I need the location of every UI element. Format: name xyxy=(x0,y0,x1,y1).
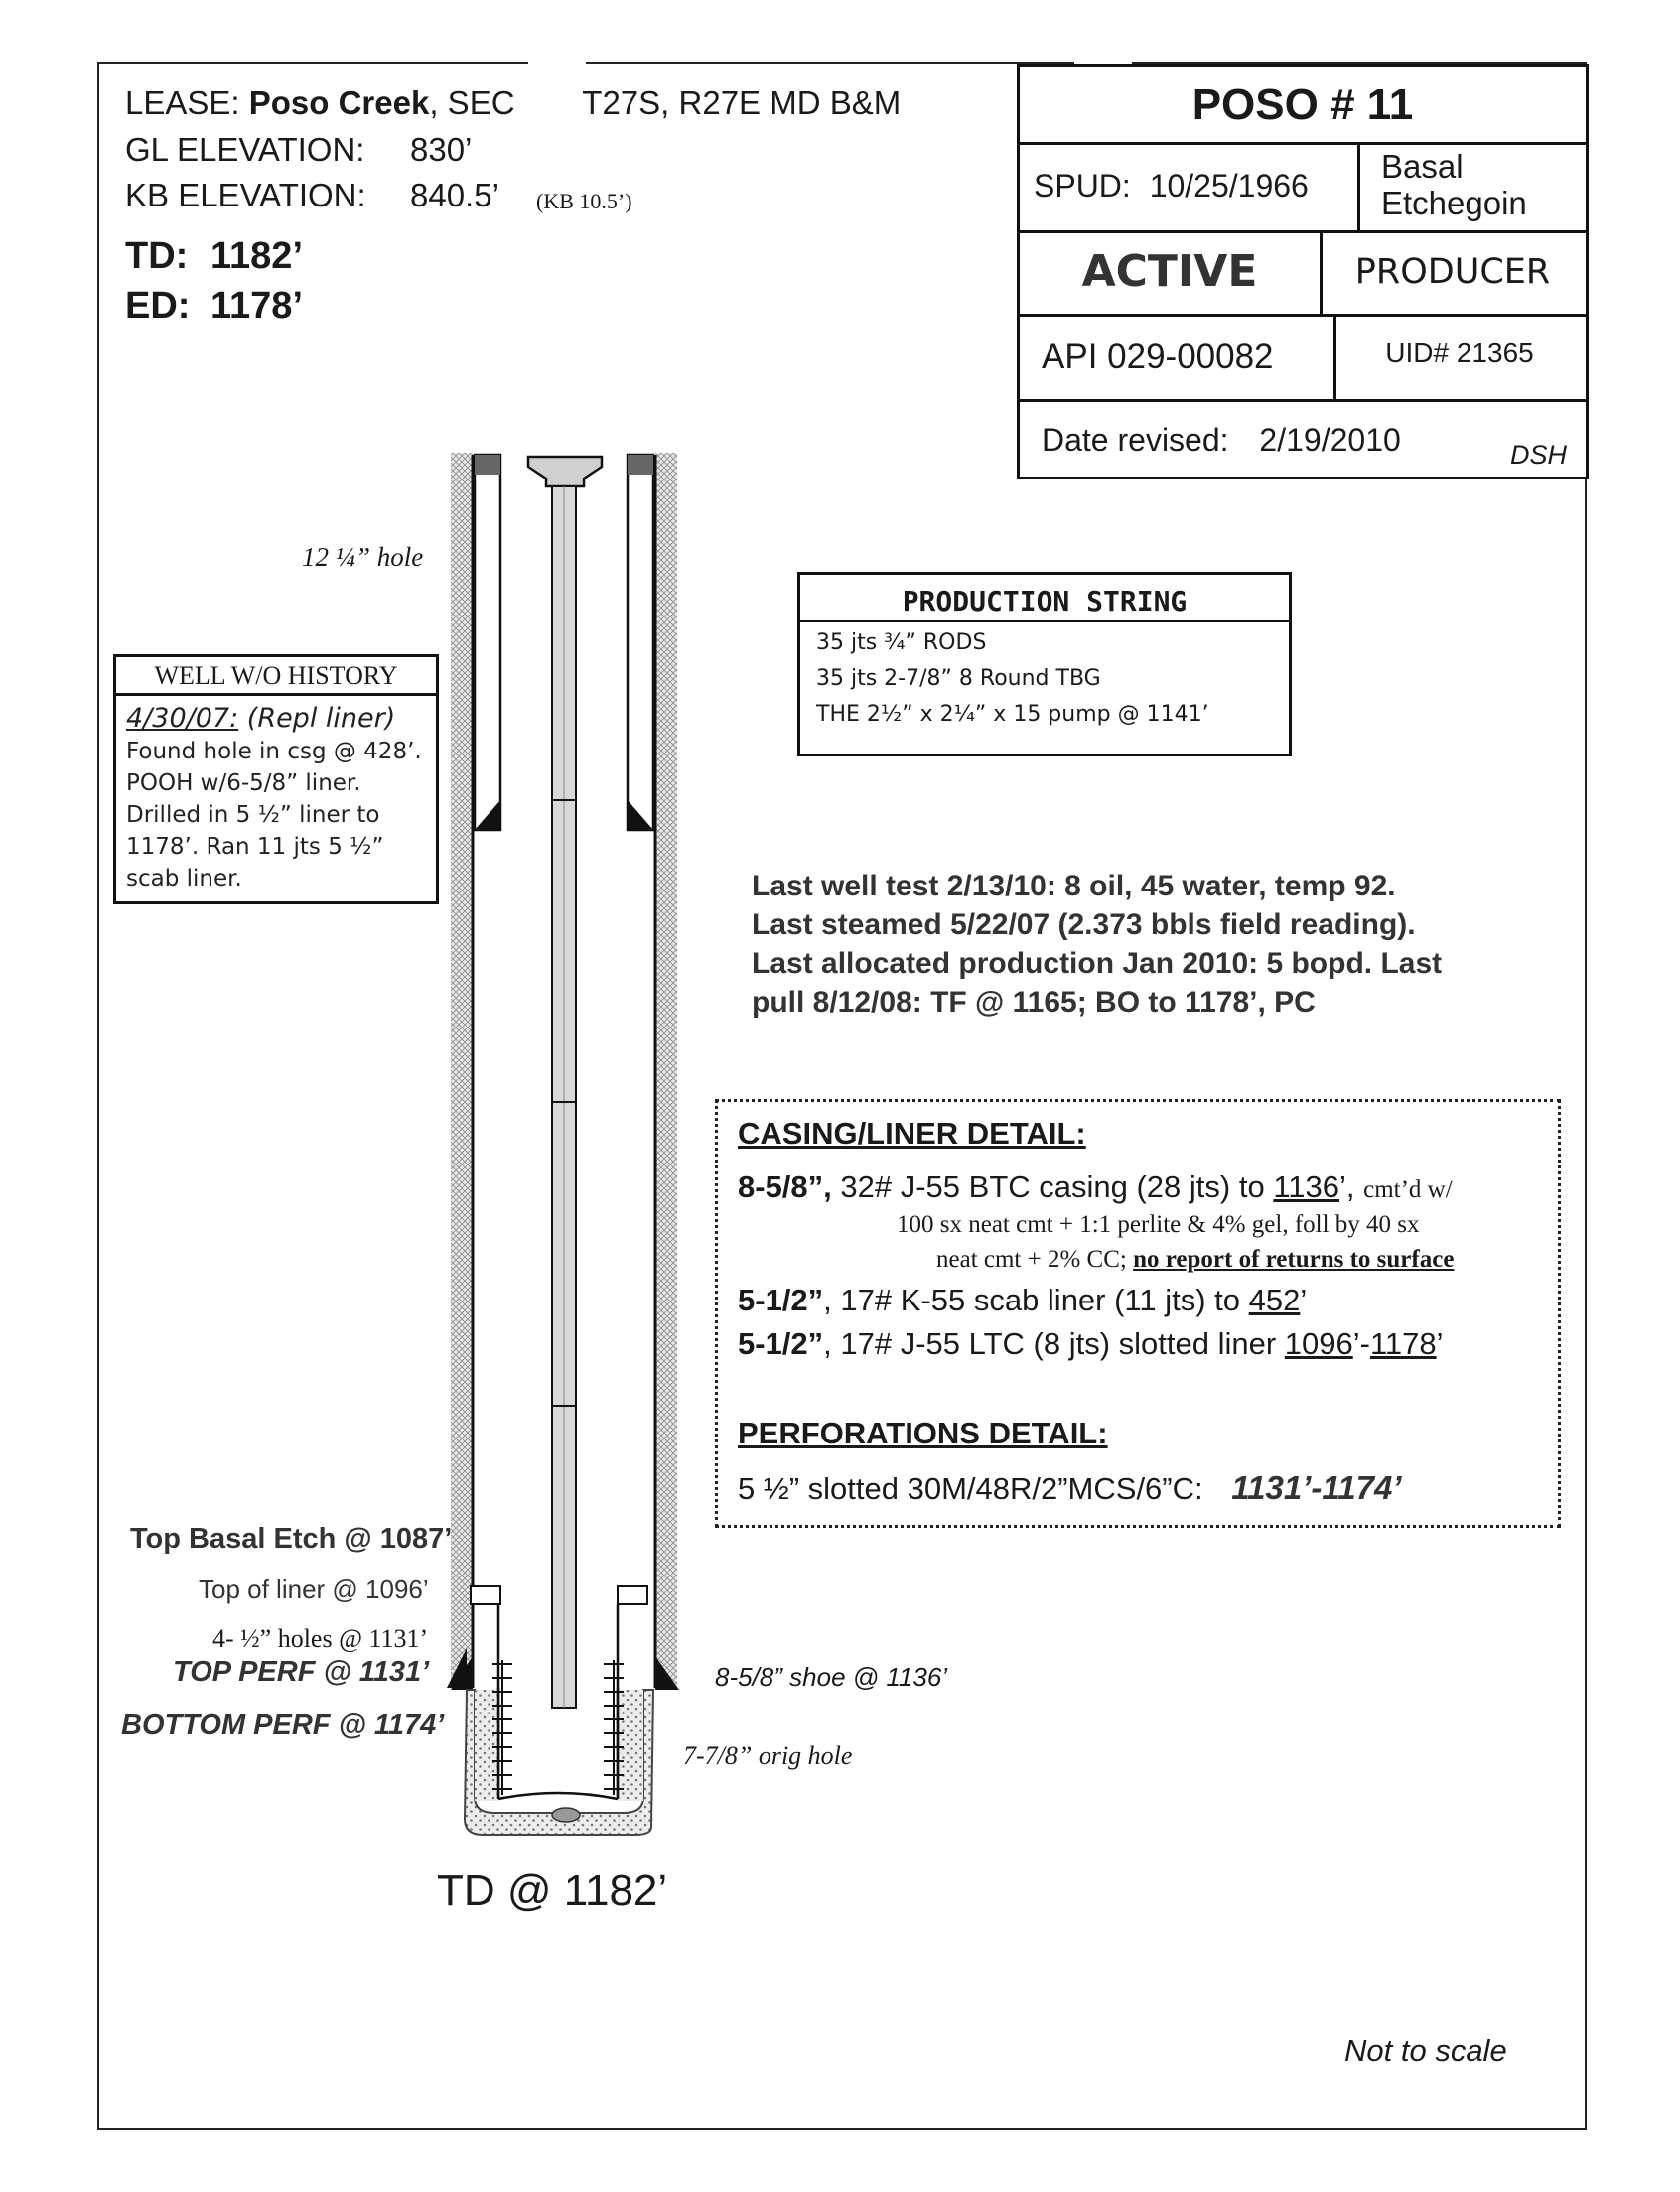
formation-line: Etchegoin xyxy=(1381,185,1527,221)
formation-line: Basal xyxy=(1381,148,1464,185)
td-label: TD @ 1182’ xyxy=(437,1866,668,1915)
ed-label: ED: xyxy=(125,285,191,327)
liner-size: 5-1/2” xyxy=(738,1283,824,1317)
shoe-label: 8-5/8” shoe @ 1136’ xyxy=(715,1662,948,1692)
production-string-title: PRODUCTION STRING xyxy=(800,575,1289,622)
kb-label: KB ELEVATION: xyxy=(125,177,366,213)
history-date: 4/30/07: xyxy=(126,703,239,734)
spud-label: SPUD: xyxy=(1034,168,1131,204)
gl-value: 830’ xyxy=(410,131,473,168)
casing-tail: ’, xyxy=(1338,1169,1364,1204)
scab-liner-left xyxy=(475,455,500,830)
uid-number: UID# 21365 xyxy=(1385,338,1534,368)
history-line: 1178’. Ran 11 jts 5 ½” xyxy=(126,834,384,860)
casing-depth: 1136 xyxy=(1273,1169,1339,1204)
kb-note: (KB 10.5’) xyxy=(536,189,632,213)
liner-bottom: 1178 xyxy=(1369,1326,1437,1361)
status-badge: ACTIVE xyxy=(1081,246,1258,297)
api-number: API 029-00082 xyxy=(1042,338,1274,376)
liner-top: 1096 xyxy=(1284,1326,1353,1361)
bull-plug xyxy=(552,1808,580,1822)
cement-sheath-right xyxy=(655,453,677,1690)
liner-size: 5-1/2” xyxy=(738,1326,824,1361)
revised-label: Date revised: xyxy=(1042,422,1229,458)
perforations-range: 1131’-1174’ xyxy=(1231,1469,1402,1506)
well-test-line: pull 8/12/08: TF @ 1165; BO to 1178’, PC xyxy=(752,986,1316,1019)
bottom-perf-label: BOTTOM PERF @ 1174’ xyxy=(121,1710,445,1741)
td-label: TD: xyxy=(125,235,189,277)
liner-sep: ’- xyxy=(1352,1326,1370,1361)
casing-cement-line: 100 sx neat cmt + 1:1 perlite & 4% gel, foll by 40 sx xyxy=(897,1211,1420,1238)
lease-label: LEASE: xyxy=(125,84,240,121)
well-test-line: Last allocated production Jan 2010: 5 bopd. Last xyxy=(752,947,1443,980)
cement-sheath-left xyxy=(451,453,473,1690)
casing-cement: cmt’d w/ xyxy=(1363,1176,1453,1203)
returns-note: no report of returns to surface xyxy=(1133,1246,1455,1273)
top-liner-label: Top of liner @ 1096’ xyxy=(199,1575,429,1604)
perforations-text: 5 ½” slotted 30M/48R/2”MCS/6”C: xyxy=(738,1471,1203,1506)
ed-value: 1178’ xyxy=(210,285,303,327)
history-line: POOH w/6-5/8” liner. xyxy=(126,770,361,796)
lease-township: T27S, R27E MD B&M xyxy=(582,84,902,121)
not-to-scale-note: Not to scale xyxy=(1344,2033,1507,2068)
liner-text: , 17# J-55 LTC (8 jts) slotted liner xyxy=(823,1326,1285,1361)
td-value: 1182’ xyxy=(210,235,303,277)
gl-label: GL ELEVATION: xyxy=(125,131,365,168)
well-test-line: Last steamed 5/22/07 (2.373 bbls field reading). xyxy=(752,908,1416,941)
history-line: scab liner. xyxy=(126,866,242,891)
wellhead xyxy=(528,457,602,486)
history-line: Found hole in csg @ 428’. xyxy=(126,739,422,764)
well-test-line: Last well test 2/13/10: 8 oil, 45 water, temp 92. xyxy=(752,870,1396,902)
perforations-title: PERFORATIONS DETAIL: xyxy=(738,1416,1108,1450)
liner-top-left xyxy=(475,455,500,475)
liner-tail: ’ xyxy=(1436,1326,1444,1361)
history-job: (Repl liner) xyxy=(246,703,396,734)
production-line: 35 jts 2-7/8” 8 Round TBG xyxy=(816,666,1101,691)
production-line: THE 2½” x 2¼” x 15 pump @ 1141’ xyxy=(816,702,1209,727)
top-basal-label: Top Basal Etch @ 1087’ xyxy=(130,1523,453,1555)
liner-hanger-right xyxy=(618,1586,647,1604)
liner-text: , 17# K-55 scab liner (11 jts) to xyxy=(823,1283,1249,1317)
history-line: Drilled in 5 ½” liner to xyxy=(126,802,380,828)
scab-liner-right xyxy=(628,455,653,830)
top-perf-label: TOP PERF @ 1131’ xyxy=(173,1656,430,1688)
liner-bottom xyxy=(498,1793,618,1799)
kb-value: 840.5’ xyxy=(410,177,499,213)
liner-hanger-left xyxy=(471,1586,500,1604)
orig-hole-label: 7-7/8” orig hole xyxy=(683,1741,853,1770)
liner-depth: 452 xyxy=(1248,1283,1301,1317)
spud-date: 10/25/1966 xyxy=(1149,168,1309,204)
liner-tail: ’ xyxy=(1300,1283,1308,1317)
lease-sec: , SEC xyxy=(429,84,515,121)
casing-size: 8-5/8”, xyxy=(738,1169,832,1204)
cement-text: neat cmt + 2% CC; xyxy=(936,1246,1134,1273)
liner-top-right xyxy=(628,455,653,475)
holes-label: 4- ½” holes @ 1131’ xyxy=(212,1624,429,1653)
revised-date: 2/19/2010 xyxy=(1259,422,1401,458)
hole-12-label: 12 ¼” hole xyxy=(302,542,424,572)
well-name: POSO # 11 xyxy=(1191,80,1414,129)
lease-name: Poso Creek xyxy=(248,84,430,121)
casing-text: 32# J-55 BTC casing (28 jts) to xyxy=(831,1169,1274,1204)
well-type: PRODUCER xyxy=(1354,252,1551,292)
initials: DSH xyxy=(1510,440,1568,470)
history-title: WELL W/O HISTORY xyxy=(116,657,436,696)
production-line: 35 jts ¾” RODS xyxy=(816,630,987,655)
casing-detail-title: CASING/LINER DETAIL: xyxy=(738,1116,1086,1151)
